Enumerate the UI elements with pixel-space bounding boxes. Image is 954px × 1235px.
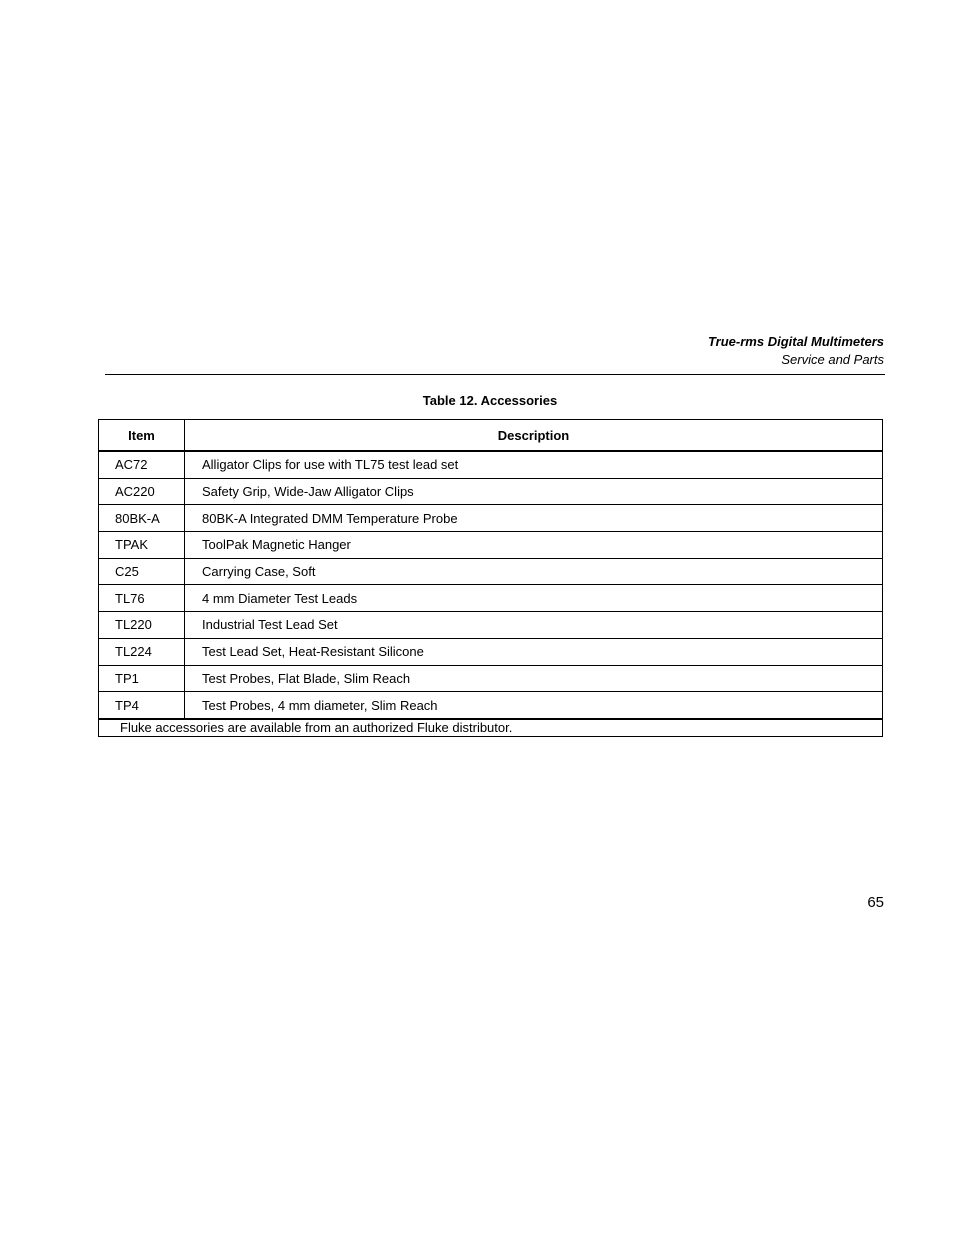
document-title: True-rms Digital Multimeters <box>707 334 884 349</box>
header-divider <box>105 374 885 375</box>
running-head <box>708 333 884 369</box>
table-row <box>99 692 883 719</box>
table-footnote-row <box>99 719 883 737</box>
item-cell: C25 <box>99 558 185 585</box>
description-cell: Test Lead Set, Heat-Resistant Silicone <box>185 638 883 665</box>
description-cell: 80BK-A Integrated DMM Temperature Probe <box>185 505 883 532</box>
item-cell: TL224 <box>99 638 185 665</box>
column-header-item: Item <box>99 420 185 452</box>
description-cell: ToolPak Magnetic Hanger <box>185 532 883 559</box>
description-cell: Safety Grip, Wide-Jaw Alligator Clips <box>185 478 883 505</box>
item-cell: AC72 <box>99 451 185 478</box>
description-cell: Alligator Clips for use with TL75 test lead set <box>185 451 883 478</box>
item-cell: TL220 <box>99 612 185 639</box>
table-footnote: Fluke accessories are available from an authorized Fluke distributor. <box>99 719 883 737</box>
section-title: Service and Parts <box>781 352 884 367</box>
description-cell: Test Probes, 4 mm diameter, Slim Reach <box>185 692 883 719</box>
page-number: 65 <box>867 894 884 911</box>
item-cell: TL76 <box>99 585 185 612</box>
item-cell: TPAK <box>99 532 185 559</box>
item-cell: TP4 <box>99 692 185 719</box>
table-row <box>99 612 883 639</box>
table-row <box>99 451 883 478</box>
column-header-description: Description <box>185 420 883 452</box>
table-row <box>99 558 883 585</box>
table-caption: Table 12. Accessories <box>422 393 558 408</box>
table-header-row <box>99 420 883 452</box>
table-row <box>99 532 883 559</box>
item-cell: 80BK-A <box>99 505 185 532</box>
item-cell: TP1 <box>99 665 185 692</box>
description-cell: 4 mm Diameter Test Leads <box>185 585 883 612</box>
description-cell: Test Probes, Flat Blade, Slim Reach <box>185 665 883 692</box>
item-cell: AC220 <box>99 478 185 505</box>
accessories-table <box>98 419 883 737</box>
table-row <box>99 505 883 532</box>
table-row <box>99 665 883 692</box>
description-cell: Industrial Test Lead Set <box>185 612 883 639</box>
table-row <box>99 585 883 612</box>
description-cell: Carrying Case, Soft <box>185 558 883 585</box>
table-row <box>99 638 883 665</box>
table-row <box>99 478 883 505</box>
